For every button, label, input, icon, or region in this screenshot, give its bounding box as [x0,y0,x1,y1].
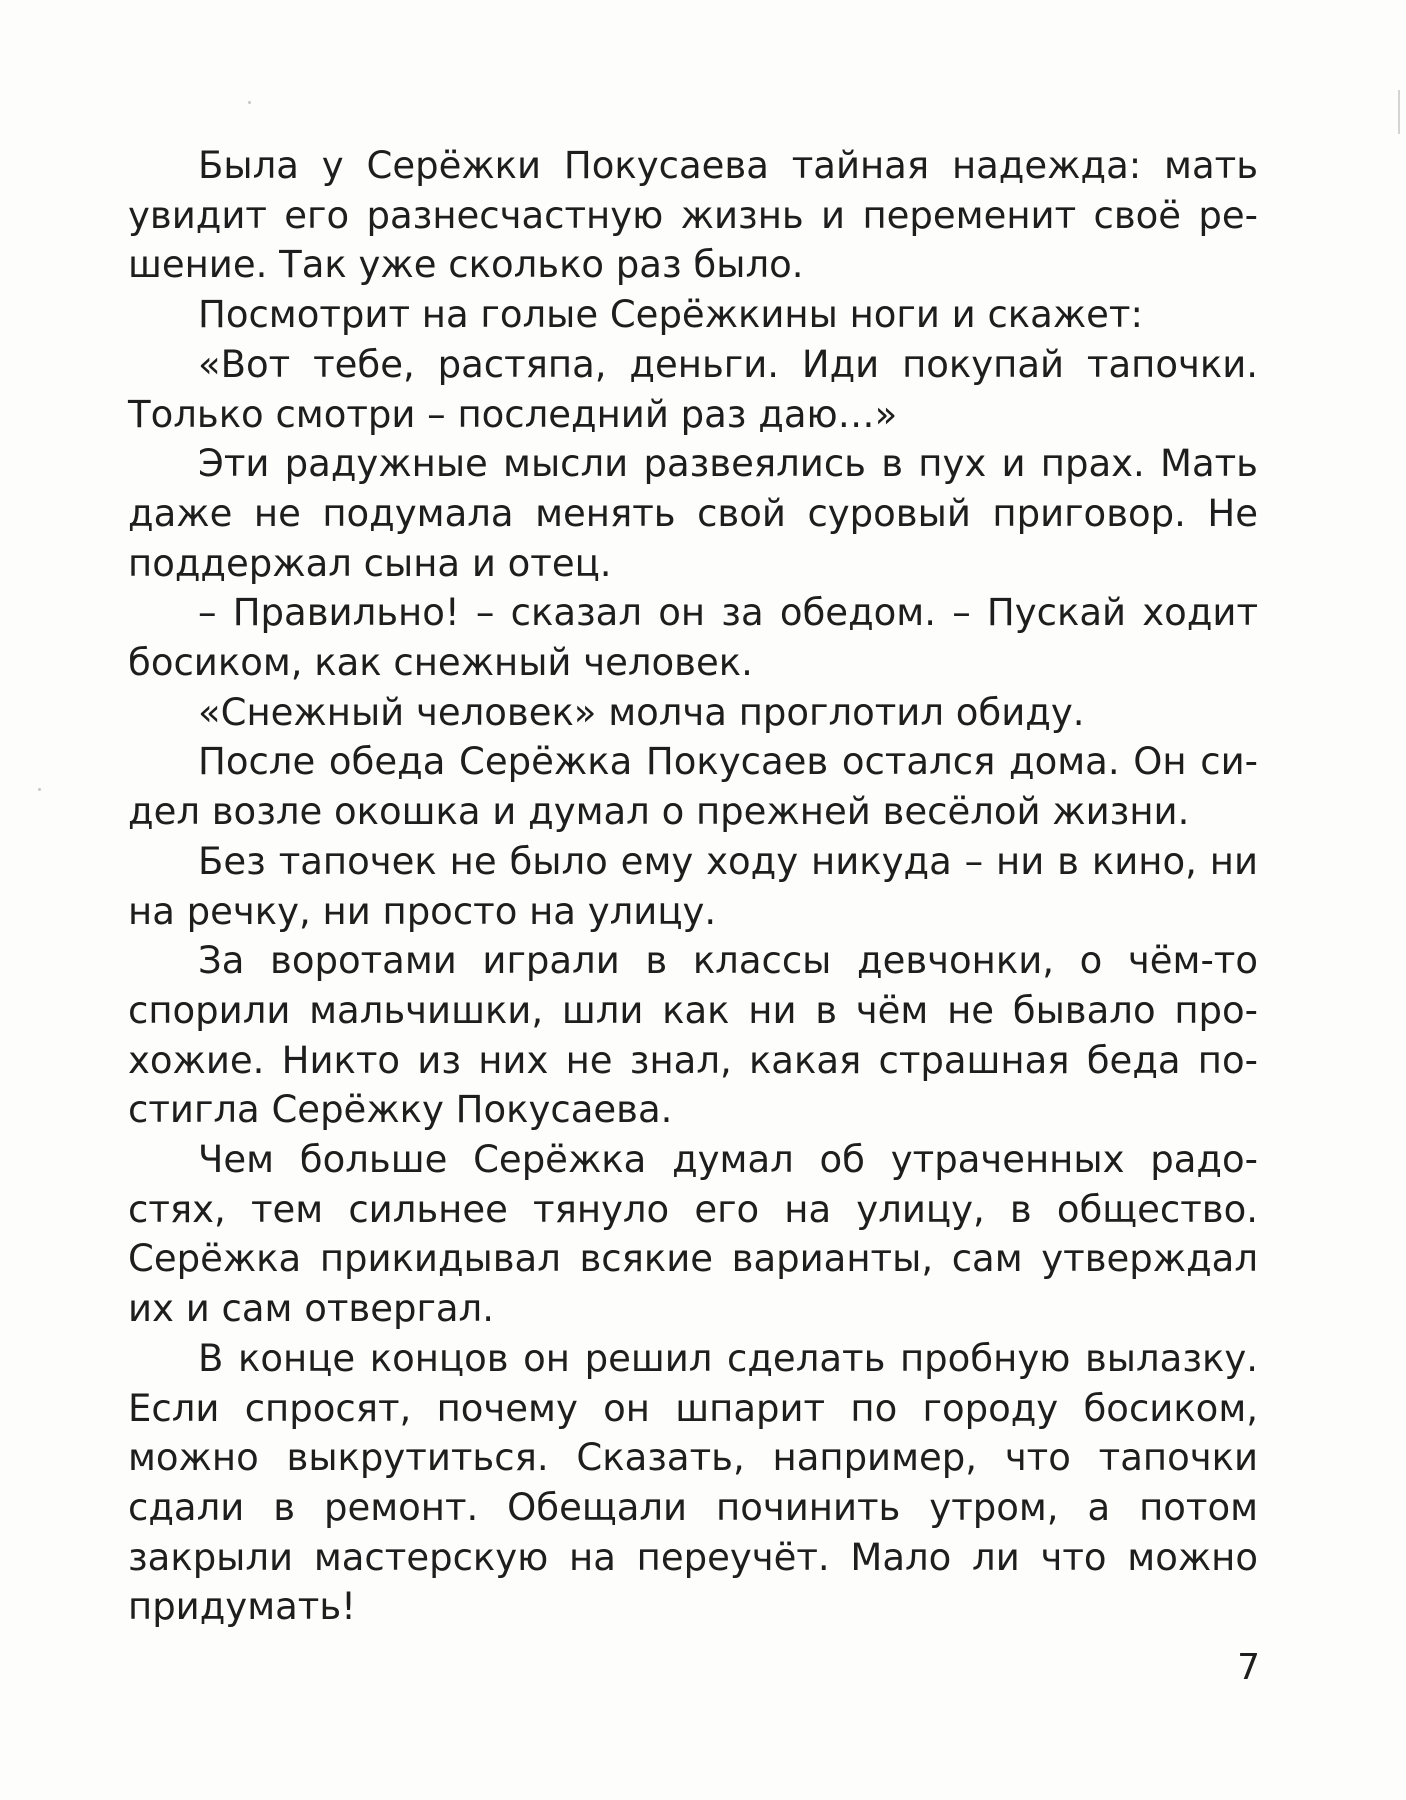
paragraph: Посмотрит на голые Серёжкины ноги и скажет: [198,293,1143,337]
scan-edge-mark [1398,90,1400,134]
paragraph: После обеда Серёжка Покусаев остался дома. Он сидел возле окошка и думал о прежней весёлой жизни. [128,740,1258,834]
paragraph: – Правильно! – сказал он за обедом. – Пускай ходит босиком, как снежный человек. [128,591,1258,685]
paper-speck [38,788,41,791]
story-text [128,141,1258,1632]
paragraph: Без тапочек не было ему ходу никуда – ни в кино, ни на речку, ни просто на улицу. [128,839,1258,933]
paragraph: В конце концов он решил сделать пробную вылазку. Если спросят, почему он шпарит по городу босиком, можно выкрутиться. Сказать, например, что тапочки сдали в ремонт. Обещали починить утром, а потом закрыли мастерскую на переучёт. Мало ли что можно придумать! [128,1336,1258,1629]
paragraph: Была у Серёжки Покусаева тайная надежда: мать увидит его разнесчастную жизнь и переменит своё решение. Так уже сколько раз было. [128,144,1258,287]
paragraph: Эти радужные мысли развеялись в пух и прах. Мать даже не подумала менять свой суровый приговор. Не поддержал сына и отец. [128,442,1258,585]
paper-speck [248,101,251,104]
page-number: 7 [1237,1647,1260,1688]
paragraph: За воротами играли в классы девчонки, о чём-то спорили мальчишки, шли как ни в чём не бывало прохожие. Никто из них не знал, какая страшная беда постигла Серёжку Покусаева. [128,939,1258,1132]
paragraph: «Вот тебе, растяпа, деньги. Иди покупай тапочки. Только смотри – последний раз даю…» [128,342,1258,436]
paragraph: «Снежный человек» молча проглотил обиду. [198,690,1085,734]
paragraph: Чем больше Серёжка думал об утраченных радостях, тем сильнее тянуло его на улицу, в общество. Серёжка прикидывал всякие варианты, сам утверждал их и сам отвергал. [128,1138,1258,1331]
